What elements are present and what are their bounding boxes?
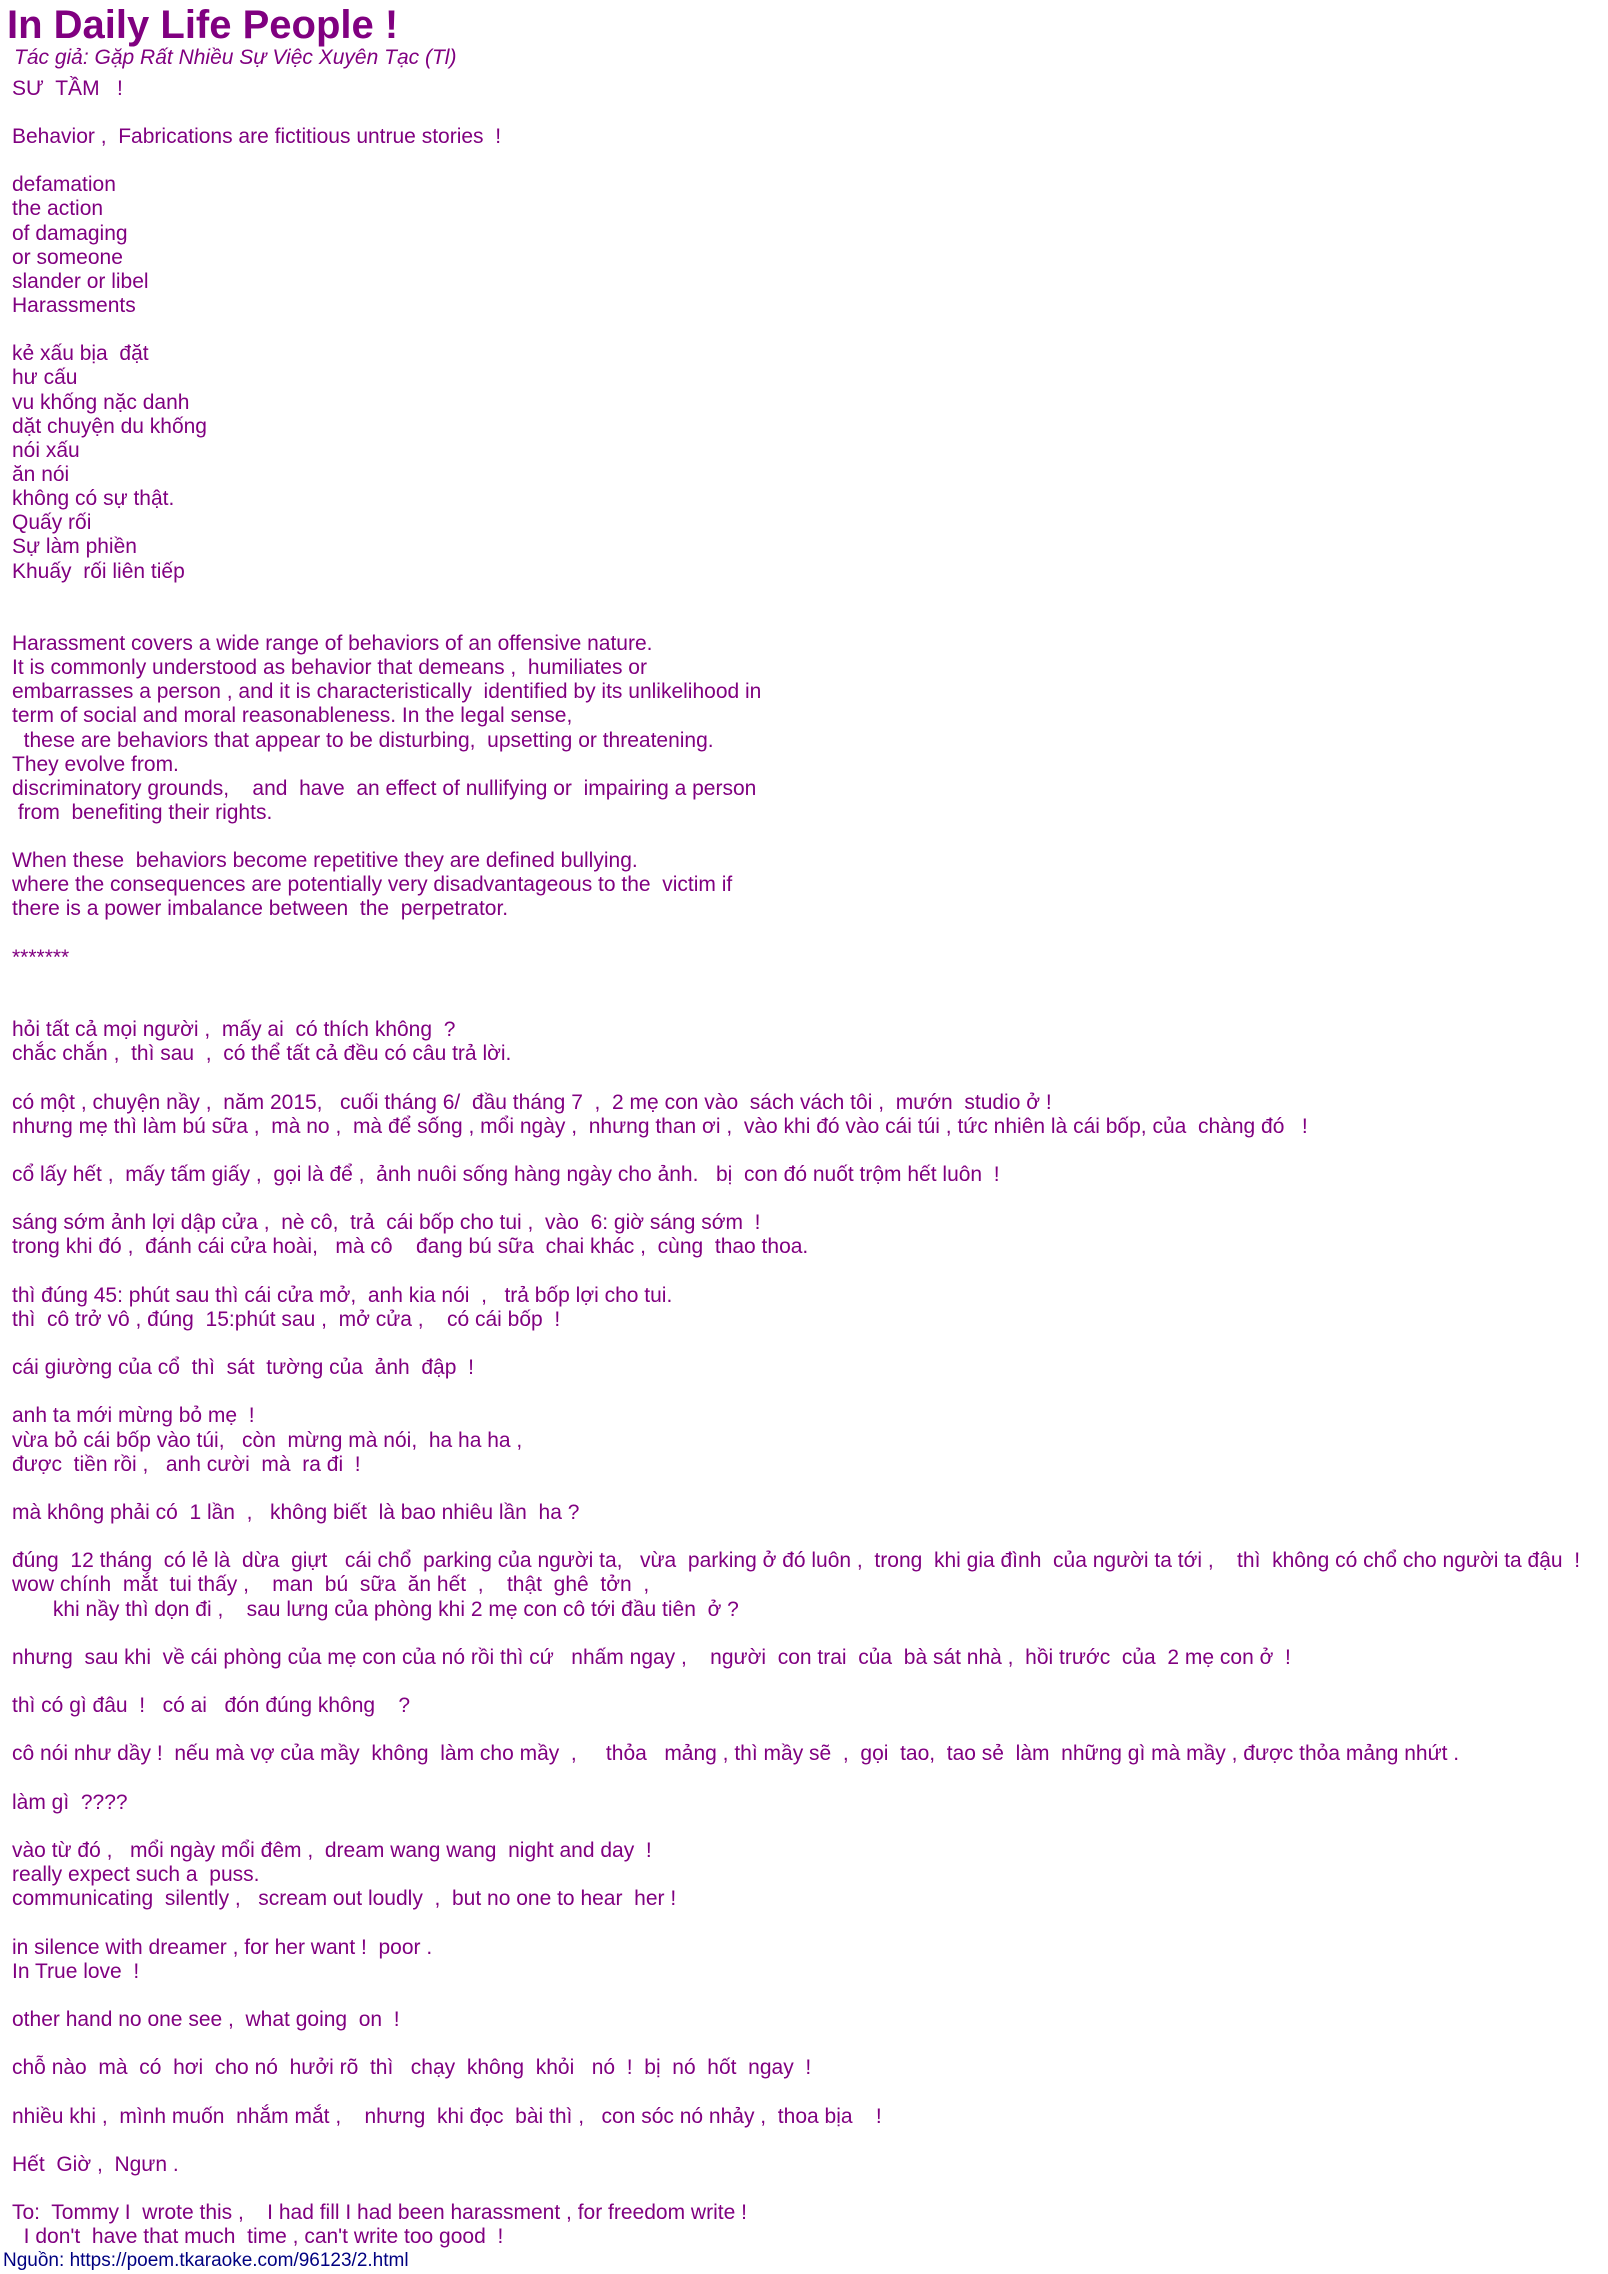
poem-line: nói xấu bbox=[12, 438, 80, 462]
poem-line: in silence with dreamer , for her want ! poor . bbox=[12, 1935, 433, 1959]
poem-line: I don't have that much time , can't write too good ! bbox=[12, 2225, 504, 2249]
stanza bbox=[12, 1163, 1580, 1187]
poem-line: cô nói như dầy ! nếu mà vợ của mầy không làm cho mầy , thỏa mảng , thì mầy sẽ , gọi tao, tao sẻ làm những gì mà mầy , được thỏa mảng nhứt . bbox=[12, 1742, 1460, 1766]
poem-line: làm gì ???? bbox=[12, 1790, 128, 1814]
stanza bbox=[12, 1018, 1580, 1066]
poem-line: Behavior , Fabrications are fictitious untrue stories ! bbox=[12, 124, 502, 148]
poem-line: Sự làm phiền bbox=[12, 535, 137, 559]
stanza bbox=[12, 1501, 1580, 1525]
poem-line: ăn nói bbox=[12, 462, 70, 486]
poem-line: SƯ TẦM ! bbox=[12, 76, 123, 100]
stanza bbox=[12, 849, 1580, 921]
poem-line: vào từ đó , mổi ngày mổi đêm , dream wang wang night and day ! bbox=[12, 1838, 652, 1862]
poem-line: It is commonly understood as behavior that demeans , humiliates or bbox=[12, 656, 647, 680]
stanza bbox=[12, 1284, 1580, 1332]
source-label: Nguồn: bbox=[3, 2250, 65, 2271]
poem-line: defamation bbox=[12, 173, 116, 197]
stanza bbox=[12, 1742, 1580, 1766]
poem-line: In True love ! bbox=[12, 1959, 140, 1983]
poem-line: mà không phải có 1 lần , không biết là bao nhiêu lần ha ? bbox=[12, 1501, 580, 1525]
stanza bbox=[12, 1791, 1580, 1815]
poem-line: embarrasses a person , and it is characteristically identified by its unlikelihood in bbox=[12, 680, 762, 704]
poem-line: thì có gì đâu ! có ai đón đúng không ? bbox=[12, 1694, 411, 1718]
poem-line: đúng 12 tháng có lẻ là dừa giựt cái chổ parking của người ta, vừa parking ở đó luôn , trong khi gia đình của người ta tới , thì không có chổ cho người ta đậu ! bbox=[12, 1549, 1581, 1573]
poem-line: hỏi tất cả mọi người , mấy ai có thích không ? bbox=[12, 1018, 456, 1042]
stanza bbox=[12, 1404, 1580, 1476]
poem-line: or someone bbox=[12, 245, 123, 269]
poem-line: thì cô trở vô , đúng 15:phút sau , mở cửa , có cái bốp ! bbox=[12, 1307, 561, 1331]
poem-line: discriminatory grounds, and have an effect of nullifying or impairing a person bbox=[12, 776, 757, 800]
poem-line: Harassment covers a wide range of behaviors of an offensive nature. bbox=[12, 631, 653, 655]
poem-line: không có sự thật. bbox=[12, 487, 175, 511]
poem-line: of damaging bbox=[12, 221, 128, 245]
poem-line: nhưng mẹ thì làm bú sữa , mà no , mà để sống , mổi ngày , nhưng than ơi , vào khi đó vào cái túi , tức nhiên là cái bốp, của chàng đó ! bbox=[12, 1114, 1308, 1138]
stanza bbox=[12, 2008, 1580, 2032]
poem-line: slander or libel bbox=[12, 269, 149, 293]
poem-line: When these behaviors become repetitive they are defined bullying. bbox=[12, 849, 638, 873]
stanza bbox=[12, 125, 1580, 149]
poem-line: To: Tommy I wrote this , I had fill I had been harassment , for freedom write ! bbox=[12, 2201, 747, 2225]
poem-line: nhiều khi , mình muốn nhắm mắt , nhưng khi đọc bài thì , con sóc nó nhảy , thoa bịa ! bbox=[12, 2104, 882, 2128]
poem-line: Hết Giờ , Ngưn . bbox=[12, 2152, 179, 2176]
poem-line: anh ta mới mừng bỏ mẹ ! bbox=[12, 1404, 255, 1428]
poem-line: được tiền rồi , anh cười mà ra đi ! bbox=[12, 1452, 361, 1476]
poem-line: Harassments bbox=[12, 293, 136, 317]
poem-line: chắc chắn , thì sau , có thể tất cả đều có câu trả lời. bbox=[12, 1042, 512, 1066]
poem-title: In Daily Life People ! bbox=[7, 3, 399, 47]
stanza bbox=[12, 342, 1580, 583]
poem-line: vừa bỏ cái bốp vào túi, còn mừng mà nói, ha ha ha , bbox=[12, 1428, 523, 1452]
poem-line: dặt chuyện du khống bbox=[12, 414, 207, 438]
stanza bbox=[12, 2201, 1580, 2249]
poem-line: They evolve from. bbox=[12, 752, 179, 776]
poem-line: communicating silently , scream out loudly , but no one to hear her ! bbox=[12, 1887, 677, 1911]
stanza bbox=[12, 1211, 1580, 1259]
poem-line: nhưng sau khi về cái phòng của mẹ con của nó rồi thì cứ nhấm ngay , người con trai của bà sát nhà , hồi trước của 2 mẹ con ở ! bbox=[12, 1645, 1291, 1669]
stanza bbox=[12, 1549, 1580, 1621]
source-line bbox=[3, 2250, 409, 2272]
poem-body bbox=[12, 77, 1580, 2250]
source-url: https://poem.tkaraoke.com/96123/2.html bbox=[69, 2250, 409, 2271]
poem-line: the action bbox=[12, 197, 104, 221]
poem-line: Quấy rối bbox=[12, 511, 92, 535]
stanza bbox=[12, 1839, 1580, 1911]
poem-line: kẻ xấu bịa đặt bbox=[12, 342, 149, 366]
stanza bbox=[12, 77, 1580, 101]
poem-line: wow chính mắt tui thấy , man bú sữa ăn hết , thật ghê tởn , bbox=[12, 1573, 650, 1597]
stanza bbox=[12, 2153, 1580, 2177]
stanza bbox=[12, 946, 1580, 970]
stanza bbox=[12, 1356, 1580, 1380]
poem-line: vu khống nặc danh bbox=[12, 390, 190, 414]
stanza bbox=[12, 2105, 1580, 2129]
poem-line: thì đúng 45: phút sau thì cái cửa mở, anh kia nói , trả bốp lợi cho tui. bbox=[12, 1283, 673, 1307]
poem-line: cổ lấy hết , mấy tấm giấy , gọi là để , ảnh nuôi sống hàng ngày cho ảnh. bị con đó nuốt trộm hết luôn ! bbox=[12, 1163, 1000, 1187]
poem-line: where the consequences are potentially very disadvantageous to the victim if bbox=[12, 873, 733, 897]
section-divider: ******* bbox=[12, 945, 70, 969]
stanza bbox=[12, 1936, 1580, 1984]
poem-line: term of social and moral reasonableness. In the legal sense, bbox=[12, 704, 573, 728]
poem-line: really expect such a puss. bbox=[12, 1863, 260, 1887]
stanza bbox=[12, 632, 1580, 825]
poem-line: Khuấy rối liên tiếp bbox=[12, 559, 185, 583]
stanza bbox=[12, 1646, 1580, 1670]
poem-line: trong khi đó , đánh cái cửa hoài, mà cô đang bú sữa chai khác , cùng thao thoa. bbox=[12, 1235, 809, 1259]
poem-line: chỗ nào mà có hơi cho nó hưởi rõ thì chạy không khỏi nó ! bị nó hốt ngay ! bbox=[12, 2056, 812, 2080]
poem-line: sáng sớm ảnh lợi dập cửa , nè cô, trả cái bốp cho tui , vào 6: giờ sáng sớm ! bbox=[12, 1211, 761, 1235]
poem-line: hư cấu bbox=[12, 366, 78, 390]
poem-line: có một , chuyện nầy , năm 2015, cuối tháng 6/ đầu tháng 7 , 2 mẹ con vào sách vách tôi , mướn studio ở ! bbox=[12, 1090, 1052, 1114]
poem-line: khi nầy thì dọn đi , sau lưng của phòng khi 2 mẹ con cô tới đầu tiên ở ? bbox=[12, 1597, 739, 1621]
poem-line: these are behaviors that appear to be disturbing, upsetting or threatening. bbox=[12, 728, 714, 752]
poem-line: there is a power imbalance between the perpetrator. bbox=[12, 897, 509, 921]
stanza bbox=[12, 1694, 1580, 1718]
poem-line: from benefiting their rights. bbox=[12, 800, 273, 824]
poem-line: cái giường của cổ thì sát tường của ảnh đập ! bbox=[12, 1356, 474, 1380]
stanza bbox=[12, 173, 1580, 318]
stanza bbox=[12, 1091, 1580, 1139]
author-line: Tác giả: Gặp Rất Nhiều Sự Việc Xuyên Tạc (Tl) bbox=[14, 46, 457, 69]
poem-line: other hand no one see , what going on ! bbox=[12, 2007, 400, 2031]
stanza bbox=[12, 2056, 1580, 2080]
